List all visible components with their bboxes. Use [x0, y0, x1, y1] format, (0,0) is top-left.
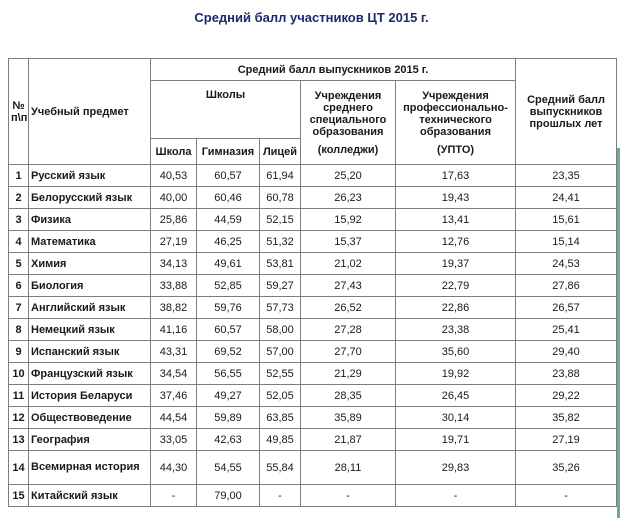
cell-gymnasium: 60,46 [197, 187, 260, 209]
page-title: Средний балл участников ЦТ 2015 г. [194, 10, 429, 25]
row-number: 4 [9, 231, 29, 253]
row-number: 5 [9, 253, 29, 275]
cell-lyceum: 52,15 [260, 209, 301, 231]
cell-prev: 35,82 [516, 407, 617, 429]
row-subject: Физика [29, 209, 151, 231]
cell-school: 27,19 [151, 231, 197, 253]
cell-gymnasium: 52,85 [197, 275, 260, 297]
cell-college: 27,28 [301, 319, 396, 341]
cell-vocational: 30,14 [396, 407, 516, 429]
cell-lyceum: 57,00 [260, 341, 301, 363]
cell-prev: - [516, 485, 617, 507]
row-number: 8 [9, 319, 29, 341]
row-number: 14 [9, 451, 29, 485]
cell-lyceum: 52,55 [260, 363, 301, 385]
cell-vocational: 19,71 [396, 429, 516, 451]
cell-vocational: 19,92 [396, 363, 516, 385]
cell-college: 27,43 [301, 275, 396, 297]
table-row [9, 209, 617, 231]
cell-vocational: - [396, 485, 516, 507]
cell-college: 26,23 [301, 187, 396, 209]
cell-college: 27,70 [301, 341, 396, 363]
cell-vocational: 23,38 [396, 319, 516, 341]
header-school: Школа [151, 139, 197, 165]
table-row [9, 297, 617, 319]
cell-prev: 29,40 [516, 341, 617, 363]
row-subject: Китайский язык [29, 485, 151, 507]
cell-gymnasium: 60,57 [197, 319, 260, 341]
header-subject: Учебный предмет [29, 59, 151, 165]
cell-lyceum: 51,32 [260, 231, 301, 253]
cell-college: 21,29 [301, 363, 396, 385]
cell-lyceum: - [260, 485, 301, 507]
cell-gymnasium: 59,76 [197, 297, 260, 319]
cell-prev: 24,53 [516, 253, 617, 275]
cell-vocational: 22,86 [396, 297, 516, 319]
table-row [9, 429, 617, 451]
header-number: № п\п [9, 59, 29, 165]
cell-lyceum: 53,81 [260, 253, 301, 275]
row-number: 1 [9, 165, 29, 187]
row-subject: Химия [29, 253, 151, 275]
cell-college: 28,35 [301, 385, 396, 407]
table-row [9, 451, 617, 485]
row-subject: Обществоведение [29, 407, 151, 429]
results-table [8, 58, 617, 507]
cell-school: 34,54 [151, 363, 197, 385]
header-schools: Школы [151, 81, 301, 139]
page-edge-rule [617, 148, 620, 518]
cell-prev: 26,57 [516, 297, 617, 319]
cell-vocational: 17,63 [396, 165, 516, 187]
table-row [9, 187, 617, 209]
cell-gymnasium: 46,25 [197, 231, 260, 253]
cell-lyceum: 61,94 [260, 165, 301, 187]
cell-school: 41,16 [151, 319, 197, 341]
cell-school: 44,54 [151, 407, 197, 429]
row-number: 7 [9, 297, 29, 319]
cell-vocational: 13,41 [396, 209, 516, 231]
cell-lyceum: 63,85 [260, 407, 301, 429]
cell-college: 15,92 [301, 209, 396, 231]
header-previous-years: Средний балл выпускников прошлых лет [516, 59, 617, 165]
header-lyceum: Лицей [260, 139, 301, 165]
cell-school: - [151, 485, 197, 507]
table-row [9, 407, 617, 429]
row-subject: Русский язык [29, 165, 151, 187]
table-row [9, 341, 617, 363]
row-subject: Математика [29, 231, 151, 253]
cell-lyceum: 49,85 [260, 429, 301, 451]
table-row [9, 253, 617, 275]
cell-vocational: 19,37 [396, 253, 516, 275]
cell-school: 33,05 [151, 429, 197, 451]
cell-prev: 35,26 [516, 451, 617, 485]
cell-gymnasium: 56,55 [197, 363, 260, 385]
cell-vocational: 35,60 [396, 341, 516, 363]
cell-college: 26,52 [301, 297, 396, 319]
cell-school: 43,31 [151, 341, 197, 363]
header-college-title: Учреждения среднего специального образования [309, 89, 387, 138]
cell-school: 40,00 [151, 187, 197, 209]
row-number: 3 [9, 209, 29, 231]
table-row [9, 165, 617, 187]
cell-gymnasium: 60,57 [197, 165, 260, 187]
row-subject: Биология [29, 275, 151, 297]
cell-school: 25,86 [151, 209, 197, 231]
cell-prev: 29,22 [516, 385, 617, 407]
row-subject: География [29, 429, 151, 451]
header-gymnasium: Гимназия [197, 139, 260, 165]
row-number: 13 [9, 429, 29, 451]
cell-prev: 23,35 [516, 165, 617, 187]
row-subject: Французский язык [29, 363, 151, 385]
cell-lyceum: 52,05 [260, 385, 301, 407]
cell-vocational: 12,76 [396, 231, 516, 253]
cell-school: 33,88 [151, 275, 197, 297]
cell-gymnasium: 49,27 [197, 385, 260, 407]
cell-lyceum: 59,27 [260, 275, 301, 297]
row-subject: Испанский язык [29, 341, 151, 363]
cell-college: 21,02 [301, 253, 396, 275]
cell-lyceum: 55,84 [260, 451, 301, 485]
cell-college: 25,20 [301, 165, 396, 187]
cell-college: 15,37 [301, 231, 396, 253]
cell-prev: 24,41 [516, 187, 617, 209]
cell-college: 28,11 [301, 451, 396, 485]
cell-gymnasium: 79,00 [197, 485, 260, 507]
row-number: 10 [9, 363, 29, 385]
table-row [9, 385, 617, 407]
cell-lyceum: 60,78 [260, 187, 301, 209]
row-subject: Всемирная история [29, 451, 151, 485]
cell-college: 21,87 [301, 429, 396, 451]
row-number: 6 [9, 275, 29, 297]
cell-vocational: 29,83 [396, 451, 516, 485]
table-row [9, 231, 617, 253]
row-subject: Немецкий язык [29, 319, 151, 341]
cell-school: 37,46 [151, 385, 197, 407]
row-number: 11 [9, 385, 29, 407]
cell-gymnasium: 44,59 [197, 209, 260, 231]
cell-prev: 25,41 [516, 319, 617, 341]
row-number: 12 [9, 407, 29, 429]
header-group-2015: Средний балл выпускников 2015 г. [151, 59, 516, 81]
cell-school: 38,82 [151, 297, 197, 319]
cell-gymnasium: 69,52 [197, 341, 260, 363]
cell-prev: 27,86 [516, 275, 617, 297]
row-subject: Белорусский язык [29, 187, 151, 209]
header-vocational-title: Учреждения профессионально-технического образования [403, 89, 508, 138]
row-number: 2 [9, 187, 29, 209]
row-number: 9 [9, 341, 29, 363]
cell-vocational: 19,43 [396, 187, 516, 209]
cell-gymnasium: 54,55 [197, 451, 260, 485]
cell-gymnasium: 59,89 [197, 407, 260, 429]
cell-prev: 27,19 [516, 429, 617, 451]
cell-school: 44,30 [151, 451, 197, 485]
cell-lyceum: 58,00 [260, 319, 301, 341]
header-vocational-note: (УПТО) [436, 143, 475, 156]
table-row [9, 363, 617, 385]
header-college-note: (колледжи) [317, 143, 379, 156]
table-row [9, 275, 617, 297]
cell-prev: 15,14 [516, 231, 617, 253]
table-row [9, 319, 617, 341]
cell-college: - [301, 485, 396, 507]
table-row [9, 485, 617, 507]
cell-gymnasium: 42,63 [197, 429, 260, 451]
cell-lyceum: 57,73 [260, 297, 301, 319]
cell-prev: 23,88 [516, 363, 617, 385]
header-vocational [396, 81, 516, 165]
row-subject: История Беларуси [29, 385, 151, 407]
cell-school: 40,53 [151, 165, 197, 187]
cell-vocational: 22,79 [396, 275, 516, 297]
cell-gymnasium: 49,61 [197, 253, 260, 275]
cell-vocational: 26,45 [396, 385, 516, 407]
header-college [301, 81, 396, 165]
row-subject: Английский язык [29, 297, 151, 319]
cell-school: 34,13 [151, 253, 197, 275]
cell-prev: 15,61 [516, 209, 617, 231]
cell-college: 35,89 [301, 407, 396, 429]
row-number: 15 [9, 485, 29, 507]
